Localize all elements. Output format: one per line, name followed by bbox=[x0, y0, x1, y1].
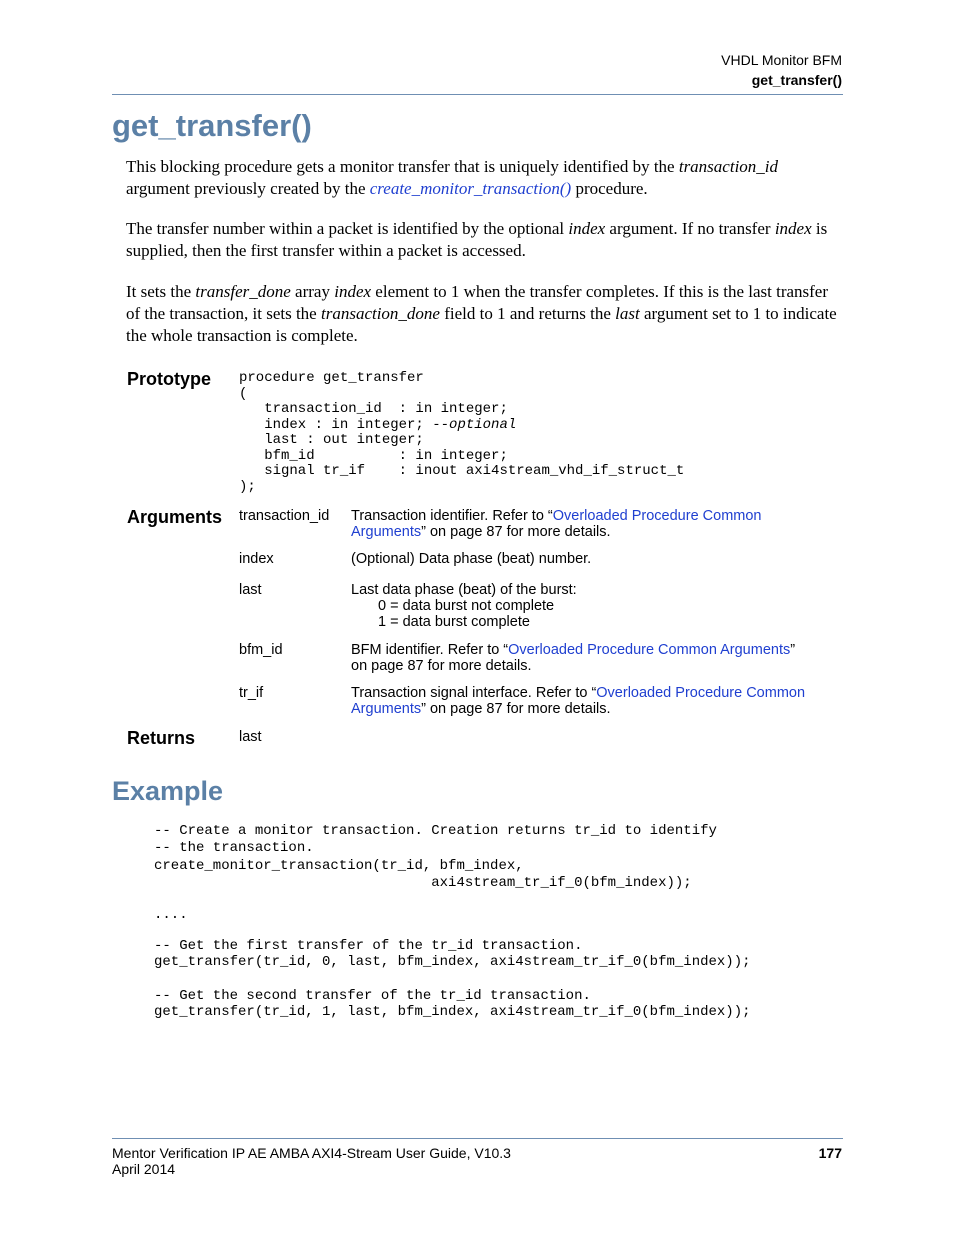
page-title: get_transfer() bbox=[112, 108, 312, 143]
overloaded-args-link-2[interactable]: Overloaded Procedure Common Arguments bbox=[508, 642, 791, 658]
arg-name-transaction-id: transaction_id bbox=[239, 508, 330, 524]
arg-name-last: last bbox=[239, 582, 262, 598]
overloaded-args-link-3b[interactable]: Arguments bbox=[351, 701, 422, 717]
header-rule bbox=[112, 94, 843, 95]
header-section: VHDL Monitor BFM bbox=[721, 52, 842, 68]
arg-name-bfm-id: bfm_id bbox=[239, 642, 283, 658]
example-code-first-transfer: -- Get the first transfer of the tr_id transaction. get_transfer(tr_id, 0, last, bfm_index, axi4stream_tr_if_0(bfm_index)); bbox=[154, 938, 751, 970]
arg-desc-bfm-id: BFM identifier. Refer to “Overloaded Procedure Common Arguments” on page 87 for more details. bbox=[351, 642, 796, 674]
intro-paragraph-1: This blocking procedure gets a monitor transfer that is uniquely identified by the transaction_id argument previously created by the create_monitor_transaction() procedure. bbox=[126, 157, 779, 198]
intro-paragraph-3: It sets the transfer_done array index element to 1 when the transfer completes. If this is the last transfer of the transaction, it sets the transaction_done field to 1 and returns the last argument set to 1 to indicate the whole transaction is complete. bbox=[126, 282, 837, 345]
arg-desc-tr-if: Transaction signal interface. Refer to “Overloaded Procedure Common Arguments” on page 87 for more details. bbox=[351, 685, 806, 717]
footer-rule bbox=[112, 1138, 843, 1139]
returns-label: Returns bbox=[127, 728, 196, 748]
example-code-create: -- Create a monitor transaction. Creation returns tr_id to identify -- the transaction. create_monitor_transaction(tr_id, bfm_index, axi4stream_tr_if_0(bfm_index)); bbox=[154, 823, 717, 891]
arg-name-tr-if: tr_if bbox=[239, 685, 264, 701]
create-monitor-transaction-link[interactable]: create_monitor_transaction() bbox=[369, 179, 572, 198]
prototype-code: procedure get_transfer ( transaction_id : in integer; index : in integer; --optional last : out integer; bfm_id : in integer; signal tr_if : inout axi4stream_vhd_if_struct_t ); bbox=[239, 370, 685, 495]
example-title: Example bbox=[112, 776, 224, 806]
arg-desc-last: Last data phase (beat) of the burst: bbox=[351, 582, 577, 598]
example-code-second-transfer: -- Get the second transfer of the tr_id transaction. get_transfer(tr_id, 1, last, bfm_index, axi4stream_tr_if_0(bfm_index)); bbox=[154, 988, 751, 1020]
page-number: 177 bbox=[818, 1145, 842, 1161]
arg-desc-transaction-id: Transaction identifier. Refer to “Overloaded Procedure Common Arguments” on page 87 for more details. bbox=[351, 508, 762, 540]
arg-last-value-1: 1 = data burst complete bbox=[378, 614, 530, 630]
footer-doc-title: Mentor Verification IP AE AMBA AXI4-Stream User Guide, V10.3 bbox=[112, 1145, 511, 1161]
overloaded-args-link-3a[interactable]: Overloaded Procedure Common bbox=[596, 685, 806, 701]
example-code-ellipsis: .... bbox=[154, 907, 188, 923]
header-topic: get_transfer() bbox=[751, 72, 842, 88]
returns-value: last bbox=[239, 729, 262, 745]
overloaded-args-link-1b[interactable]: Arguments bbox=[351, 524, 422, 540]
arg-name-index: index bbox=[239, 551, 274, 567]
prototype-label: Prototype bbox=[127, 369, 212, 389]
arguments-label: Arguments bbox=[127, 507, 223, 527]
arg-desc-index: (Optional) Data phase (beat) number. bbox=[351, 551, 592, 567]
intro-paragraph-2: The transfer number within a packet is identified by the optional index argument. If no transfer index is supplied, then the first transfer within a packet is accessed. bbox=[126, 219, 828, 260]
overloaded-args-link-1a[interactable]: Overloaded Procedure Common bbox=[552, 508, 762, 524]
arg-last-value-0: 0 = data burst not complete bbox=[378, 598, 555, 614]
footer-date: April 2014 bbox=[112, 1161, 176, 1177]
